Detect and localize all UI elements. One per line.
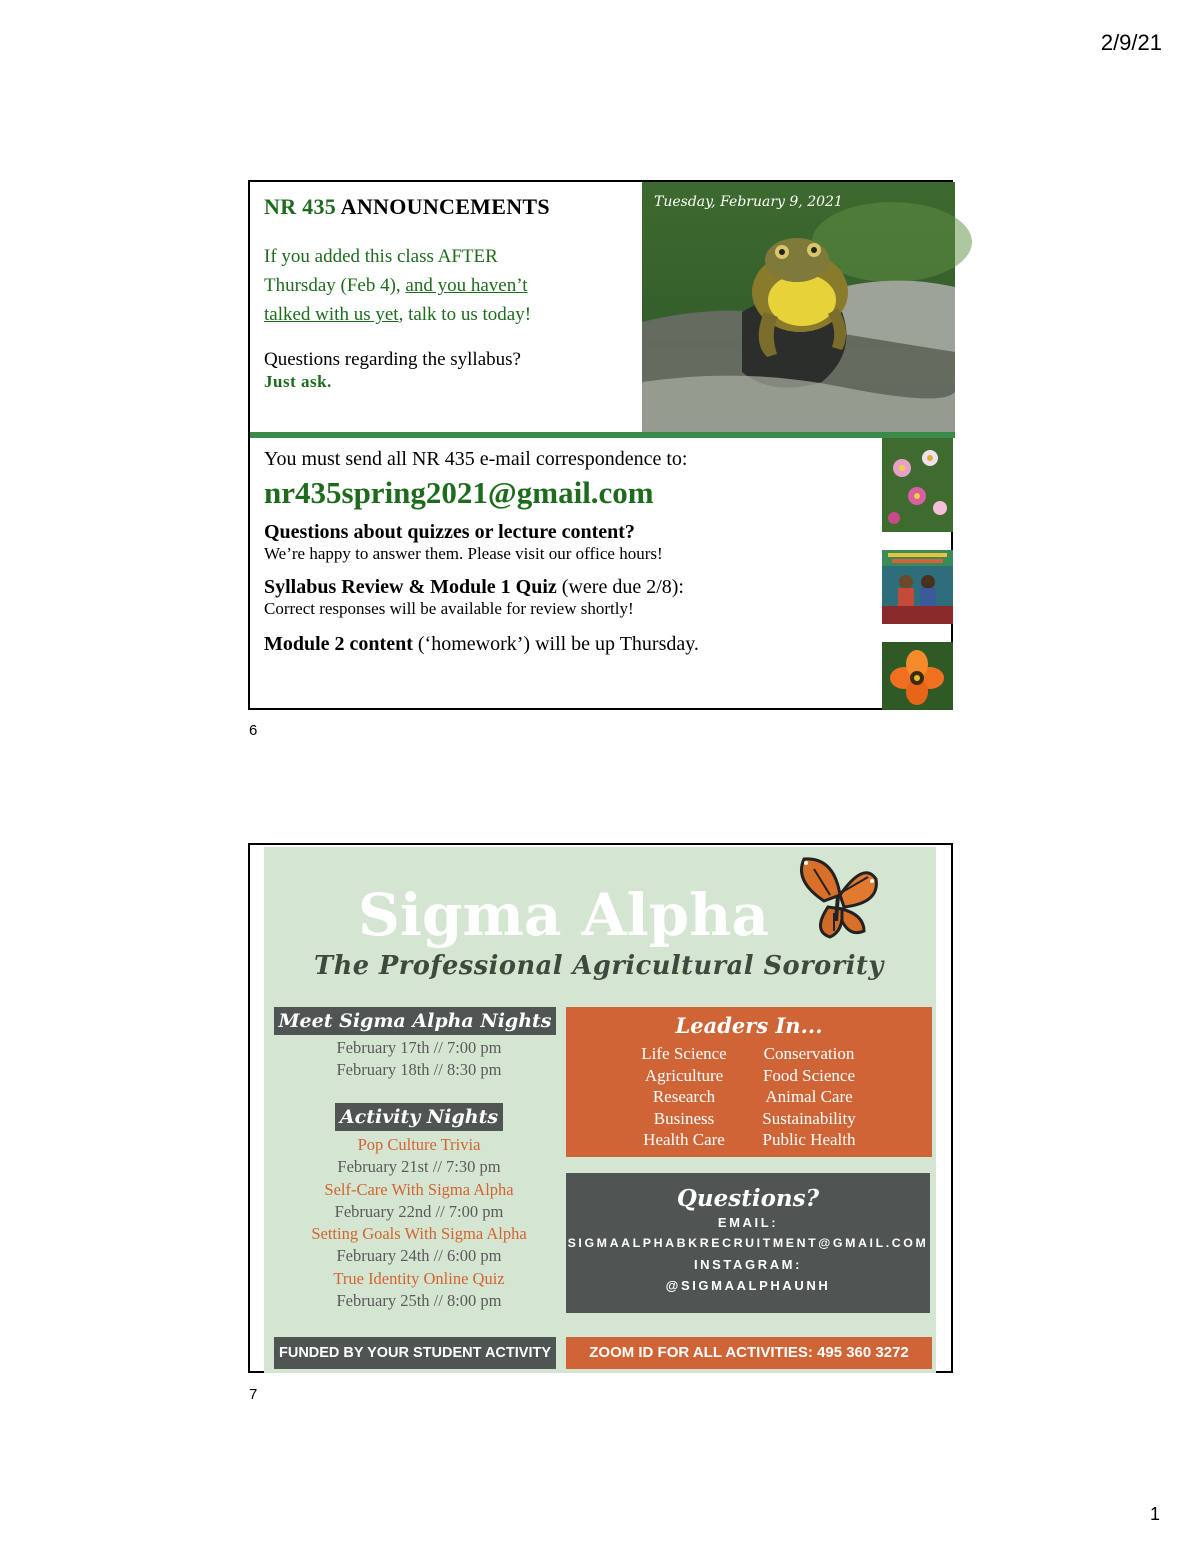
questions-title: Questions? (676, 1185, 820, 1212)
butterfly-icon (784, 851, 880, 939)
slide-title: NR 435 ANNOUNCEMENTS (264, 194, 550, 219)
sorority-title: Sigma Alpha (358, 881, 769, 949)
slide-7 (248, 843, 953, 1393)
send-email-instruction: You must send all NR 435 e-mail correspondence to: (264, 448, 688, 470)
activity-list (270, 1134, 568, 1312)
meet-date: February 17th // 7:00 pm (336, 1038, 502, 1057)
responses-note: Correct responses will be available for review shortly! (264, 599, 634, 618)
slide-number-7: 7 (249, 1386, 258, 1403)
leaders-in-box (566, 1007, 932, 1157)
album-cover-photo (882, 550, 953, 624)
activity-name: Setting Goals With Sigma Alpha (311, 1224, 527, 1244)
activity-name: Self-Care With Sigma Alpha (324, 1179, 514, 1199)
frog-photo (642, 182, 955, 432)
instagram-handle[interactable]: @SIGMAALPHAUNH (665, 1278, 831, 1293)
course-email[interactable]: nr435spring2021@gmail.com (264, 475, 654, 510)
quiz-question: Questions about quizzes or lecture content? (264, 521, 635, 543)
page-number: 1 (1149, 1504, 1160, 1524)
meet-nights-list (270, 1037, 568, 1082)
activity-date: February 21st // 7:30 pm (337, 1157, 501, 1177)
photo-date: Tuesday, February 9, 2021 (654, 194, 843, 210)
questions-box (566, 1173, 930, 1313)
activity-date: February 22nd // 7:00 pm (334, 1201, 504, 1221)
activity-date: February 24th // 6:00 pm (336, 1246, 502, 1266)
added-class-notice: If you added this class AFTER Thursday (Feb 4), and you haven’t talked with us yet, talk to us today! (264, 246, 532, 325)
email-label: EMAIL: (717, 1215, 779, 1230)
leaders-title: Leaders In... (675, 1013, 823, 1038)
meet-nights-tag: Meet Sigma Alpha Nights (274, 1007, 556, 1035)
orange-flower-photo (882, 642, 953, 710)
recruitment-email[interactable]: SIGMAALPHABKRECRUITMENT@GMAIL.COM (567, 1236, 929, 1250)
activity-name: Pop Culture Trivia (357, 1135, 481, 1154)
module-2-note: Module 2 content (‘homework’) will be up Thursday. (264, 633, 699, 655)
activity-nights-tag: Activity Nights (335, 1103, 503, 1131)
frog-illustration (642, 182, 955, 432)
instagram-label: INSTAGRAM: (693, 1257, 803, 1272)
syllabus-review: Syllabus Review & Module 1 Quiz (were due 2/8): (264, 576, 684, 598)
email-panel (250, 438, 880, 712)
announcements-panel (250, 182, 642, 432)
quiz-answer: We’re happy to answer them. Please visit our office hours! (264, 544, 663, 563)
sorority-subtitle: The Professional Agricultural Sorority (314, 951, 884, 981)
leaders-right-column: Conservation Food Science Animal Care Sustainability Public Health (762, 1044, 856, 1149)
leaders-left-column: Life Science Agriculture Research Business Health Care (641, 1044, 727, 1149)
slide-6 (248, 180, 953, 710)
page-date: 2/9/21 (1100, 30, 1162, 55)
flowers-photo (882, 438, 953, 532)
zoom-id-banner: ZOOM ID FOR ALL ACTIVITIES: 495 360 3272 (566, 1337, 932, 1369)
activity-date: February 25th // 8:00 pm (336, 1291, 502, 1311)
just-ask: Just ask. (264, 372, 332, 391)
slide-number-6: 6 (249, 722, 258, 739)
funded-banner: FUNDED BY YOUR STUDENT ACTIVITY FEE (274, 1337, 556, 1369)
activity-name: True Identity Online Quiz (333, 1268, 505, 1288)
syllabus-question: Questions regarding the syllabus? (264, 349, 521, 370)
meet-date: February 18th // 8:30 pm (336, 1060, 502, 1080)
